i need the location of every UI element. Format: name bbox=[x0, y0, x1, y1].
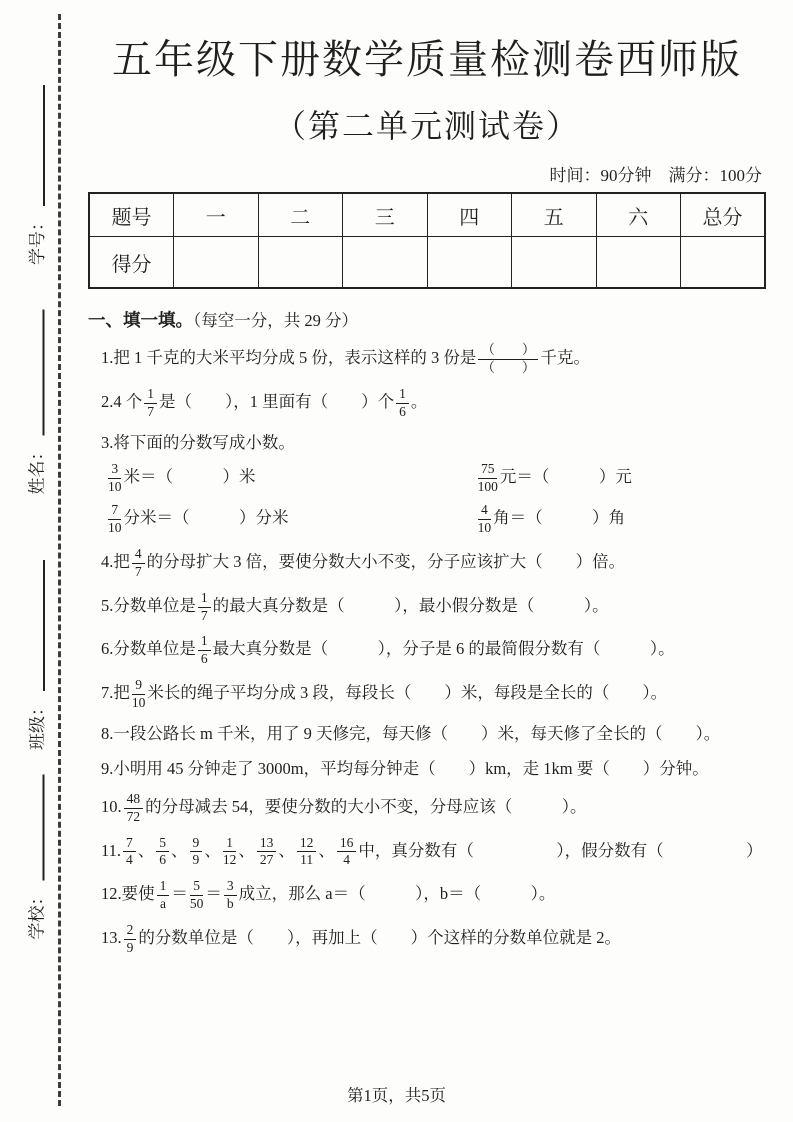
fraction: $\frac{12}{11}$ bbox=[297, 836, 317, 869]
main-content bbox=[88, 28, 766, 956]
score-header-cell: 三 bbox=[343, 193, 428, 237]
score-header-cell: 一 bbox=[174, 193, 259, 237]
fraction: $\frac{1}{6}$ bbox=[198, 634, 211, 667]
question-10: 10. $\frac{48}{72}$ 的分母减去 54，要使分数的大小不变，分母应该（ ）。 bbox=[101, 790, 587, 824]
fraction: $\frac{3}{b}$ bbox=[224, 879, 237, 912]
question-9: 9.小明用 45 分钟走了 3000m，平均每分钟走（ ）km，走 1km 要（ ）分钟。 bbox=[101, 758, 709, 778]
fraction: $\frac{1}{7}$ bbox=[198, 591, 211, 624]
binding-dashed-line bbox=[58, 14, 61, 1106]
score-header-cell: 总分 bbox=[681, 193, 766, 237]
section-title: 一、填一填。 bbox=[88, 310, 193, 330]
school-blank-line bbox=[43, 775, 45, 881]
question-3-item-4: $\frac{4}{10}$ 角＝（ ）角 bbox=[477, 502, 626, 536]
question-5: 5.分数单位是 $\frac{1}{7}$ 的最大真分数是（ ），最小假分数是（ ）。 bbox=[101, 589, 609, 623]
fraction: $\frac{7}{10}$ bbox=[108, 502, 122, 536]
page-number: 第1页，共5页 bbox=[347, 1086, 446, 1105]
fraction: $\frac{4}{10}$ bbox=[477, 502, 492, 536]
question-8: 8.一段公路长 m 千米，用了 9 天修完，每天修（ ）米，每天修了全长的（ ）。 bbox=[101, 723, 721, 743]
fraction: $\frac{9}{9}$ bbox=[190, 836, 203, 869]
score-header-cell: 二 bbox=[258, 193, 343, 237]
student-id-label: 学号： bbox=[28, 214, 47, 265]
score-row-label: 得分 bbox=[89, 237, 174, 289]
score-header-cell: 四 bbox=[427, 193, 512, 237]
exam-time-score-info: 时间：90分钟 满分：100分 bbox=[549, 166, 762, 185]
score-table-header-row bbox=[89, 193, 765, 237]
school-label: 学校： bbox=[27, 888, 47, 940]
paper-subtitle: （第二单元测试卷） bbox=[273, 108, 580, 144]
question-2: 2.4 个 $\frac{1}{7}$ 是（ ），1 里面有（ ）个 $\frac{1}{6}$ 。 bbox=[101, 385, 428, 419]
score-cell bbox=[174, 237, 259, 289]
question-7: 7.把 $\frac{9}{10}$ 米长的绳子平均分成 3 段，每段长（ ）米，每段是全长的（ ）。 bbox=[101, 677, 668, 711]
score-cell bbox=[427, 237, 512, 289]
fraction: $\frac{2}{9}$ bbox=[124, 923, 137, 956]
question-3-item-3: $\frac{7}{10}$ 分米＝（ ）分米 bbox=[108, 502, 289, 536]
question-3-item-1: $\frac{3}{10}$ 米＝（ ）米 bbox=[108, 461, 256, 495]
question-12: 12.要使 $\frac{1}{a}$ ＝ $\frac{5}{50}$ ＝ $\frac{3}{b}$ 成立，那么 a＝（ ），b＝（ ）。 bbox=[101, 878, 556, 912]
class-label: 班级： bbox=[28, 699, 47, 750]
question-3-items bbox=[101, 462, 766, 536]
question-6: 6.分数单位是 $\frac{1}{6}$ 最大真分数是（ ），分子是 6 的最简假分数有（ ）。 bbox=[101, 633, 675, 667]
score-header-cell: 题号 bbox=[89, 193, 174, 237]
section-heading bbox=[88, 307, 766, 332]
score-header-cell: 六 bbox=[596, 193, 681, 237]
score-table bbox=[88, 192, 766, 289]
score-cell bbox=[343, 237, 428, 289]
fraction: $\frac{1}{7}$ bbox=[144, 387, 157, 420]
fraction: $\frac{1}{a}$ bbox=[157, 879, 170, 912]
score-cell bbox=[596, 237, 681, 289]
fraction: $\frac{16}{4}$ bbox=[337, 836, 357, 869]
section-score-note: （每空一分，共 29 分） bbox=[193, 311, 358, 330]
question-3-item-2: $\frac{75}{100}$ 元＝（ ）元 bbox=[477, 461, 632, 495]
paper-title: 五年级下册数学质量检测卷西师版 bbox=[112, 37, 742, 82]
student-name-label: 姓名： bbox=[27, 443, 47, 495]
fraction: $\frac{48}{72}$ bbox=[124, 792, 144, 825]
score-table-score-row bbox=[89, 237, 765, 289]
question-4: 4.把 $\frac{4}{7}$ 的分母扩大 3 倍，要使分数大小不变，分子应该扩大（ ）倍。 bbox=[101, 545, 626, 579]
fraction: $\frac{5}{6}$ bbox=[156, 836, 169, 869]
question-1: 1.把 1 千克的大米平均分成 5 份，表示这样的 3 份是 $\frac{( )}{( )}$ 千克。 bbox=[101, 342, 590, 375]
question-3-stem: 3.将下面的分数写成小数。 bbox=[101, 432, 295, 452]
student-id-blank-line bbox=[43, 85, 45, 206]
fraction: $\frac{4}{7}$ bbox=[132, 547, 145, 580]
question-11: 11. $\frac{7}{4}$ 、 $\frac{5}{6}$ 、 $\frac{9}{9}$ 、 $\frac{1}{12}$ 、 $\frac{13}{27}$ 、 $\frac{12}{11}$ 、 $\frac{16}{4}$ 中，真分数有（ ），假分数有（ ） bbox=[101, 834, 763, 868]
fraction: $\frac{1}{12}$ bbox=[222, 834, 237, 868]
questions-list bbox=[88, 343, 766, 956]
fraction: $\frac{3}{10}$ bbox=[108, 461, 122, 495]
score-cell bbox=[258, 237, 343, 289]
score-cell bbox=[681, 237, 766, 289]
student-name-field bbox=[28, 310, 48, 495]
fraction: $\frac{13}{27}$ bbox=[257, 836, 277, 869]
fraction: $\frac{7}{4}$ bbox=[123, 836, 136, 869]
fraction: $\frac{9}{10}$ bbox=[131, 677, 146, 711]
class-blank-line bbox=[43, 560, 45, 691]
fraction: $\frac{( )}{( )}$ bbox=[478, 343, 538, 376]
class-field bbox=[28, 560, 48, 750]
question-3 bbox=[101, 431, 766, 536]
fraction: $\frac{5}{50}$ bbox=[189, 878, 204, 912]
student-id-field bbox=[28, 85, 48, 265]
student-name-blank-line bbox=[43, 310, 45, 436]
score-header-cell: 五 bbox=[512, 193, 597, 237]
fraction: $\frac{75}{100}$ bbox=[477, 461, 498, 495]
fraction: $\frac{1}{6}$ bbox=[396, 387, 409, 420]
score-cell bbox=[512, 237, 597, 289]
school-field bbox=[28, 775, 48, 940]
question-13: 13. $\frac{2}{9}$ 的分数单位是（ ），再加上（ ）个这样的分数单位就是 2。 bbox=[101, 922, 622, 955]
